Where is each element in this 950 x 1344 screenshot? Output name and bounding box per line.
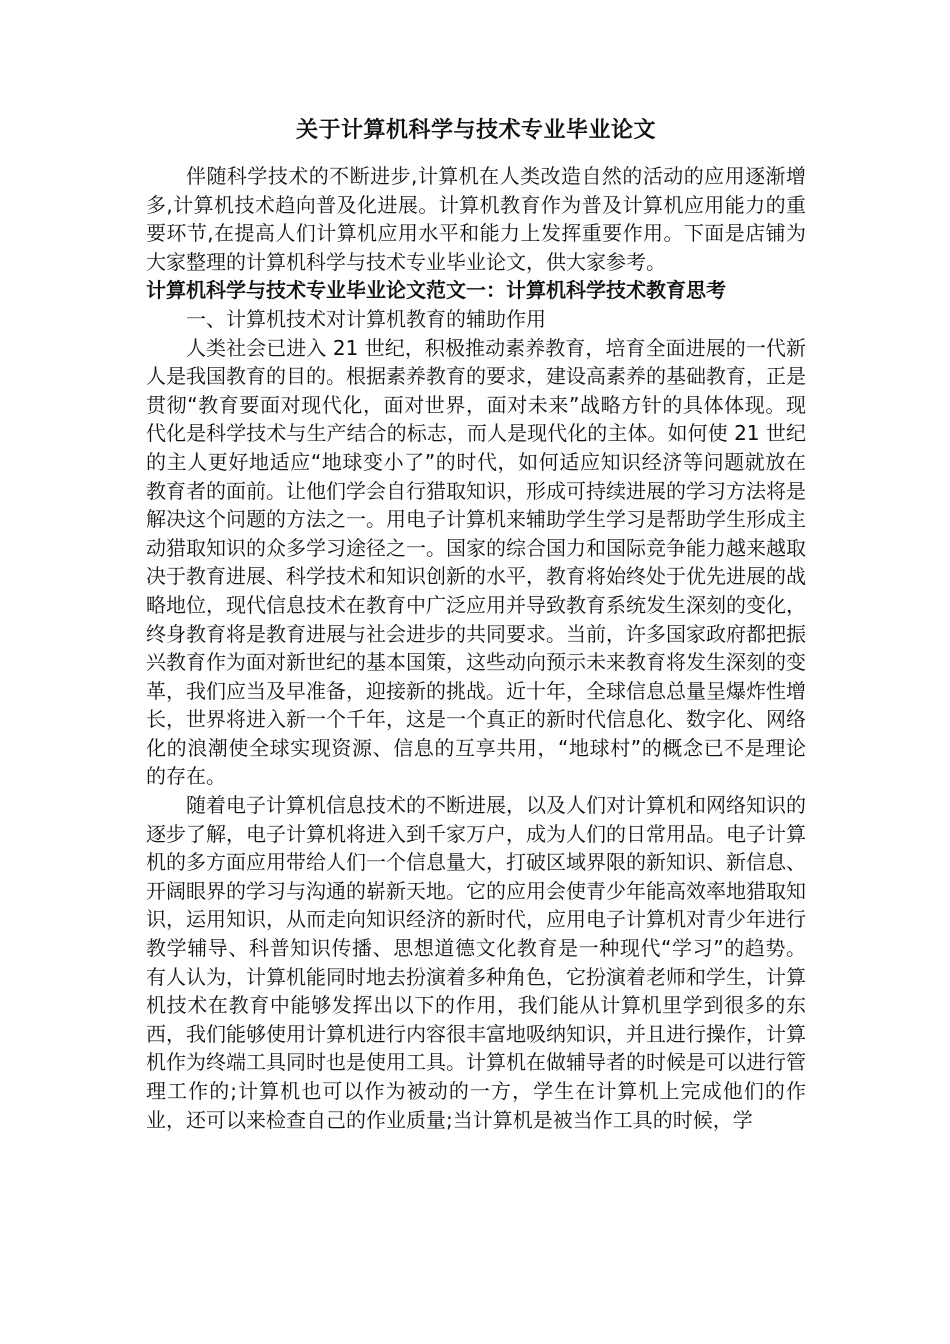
essay-heading: 计算机科学与技术专业毕业论文范文一：计算机科学技术教育思考: [146, 278, 726, 303]
body-paragraph-1: 人类社会已进入 21 世纪，积极推动素养教育，培育全面进展的一代新人是我国教育的目的。根据素养教育的要求，建设高素养的基础教育，正是贯彻“教育要面对现代化，面对世界，面对未来”战略方针的具体体现。现代化是科学技术与生产结合的标志，而人是现代化的主体。如何使 21 世纪的主人更好地适应“地球变小了”的时代，如何适应知识经济等问题就放在教育者的面前。让他们学会自行猎取知识，形成可持续进展的学习方法将是解决这个问题的方法之一。用电子计算机来辅助学生学习是帮助学生形成主动猎取知识的众多学习途径之一。国家的综合国力和国际竞争能力越来越取决于教育进展、科学技术和知识创新的水平，教育将始终处于优先进展的战略地位，现代信息技术在教育中广泛应用并导致教育系统发生深刻的变化，终身教育将是教育进展与社会进步的共同要求。当前，许多国家政府都把振兴教育作为面对新世纪的基本国策，这些动向预示未来教育将发生深刻的变革，我们应当及早准备，迎接新的挑战。近十年，全球信息总量呈爆炸性增长，世界将进入新一个千年，这是一个真正的新时代信息化、数字化、网络化的浪潮使全球实现资源、信息的互享共用，“地球村”的概念已不是理论的存在。: [146, 335, 806, 789]
section-heading: 一、计算机技术对计算机教育的辅助作用: [186, 306, 546, 331]
intro-paragraph: 伴随科学技术的不断进步,计算机在人类改造自然的活动的应用逐渐增多,计算机技术趋向普及化进展。计算机教育作为普及计算机应用能力的重要环节,在提高人们计算机应用水平和能力上发挥重要作用。下面是店铺为大家整理的计算机科学与技术专业毕业论文，供大家参考。: [146, 164, 806, 274]
body-paragraph-2: 随着电子计算机信息技术的不断进展，以及人们对计算机和网络知识的逐步了解，电子计算机将进入到千家万户，成为人们的日常用品。电子计算机的多方面应用带给人们一个信息量大，打破区域界限的新知识、新信息、开阔眼界的学习与沟通的崭新天地。它的应用会使青少年能高效率地猎取知识，运用知识，从而走向知识经济的新时代，应用电子计算机对青少年进行教学辅导、科普知识传播、思想道德文化教育是一种现代“学习”的趋势。有人认为，计算机能同时地去扮演着多种角色，它扮演着老师和学生，计算机技术在教育中能够发挥出以下的作用，我们能从计算机里学到很多的东西，我们能够使用计算机进行内容很丰富地吸纳知识，并且进行操作，计算机作为终端工具同时也是使用工具。计算机在做辅导者的时候是可以进行管理工作的;计算机也可以作为被动的一方，学生在计算机上完成他们的作业，还可以来检查自己的作业质量;当计算机是被当作工具的时候，学: [146, 793, 806, 1132]
document-title: 关于计算机科学与技术专业毕业论文: [295, 118, 656, 143]
document-body: [146, 112, 806, 1134]
